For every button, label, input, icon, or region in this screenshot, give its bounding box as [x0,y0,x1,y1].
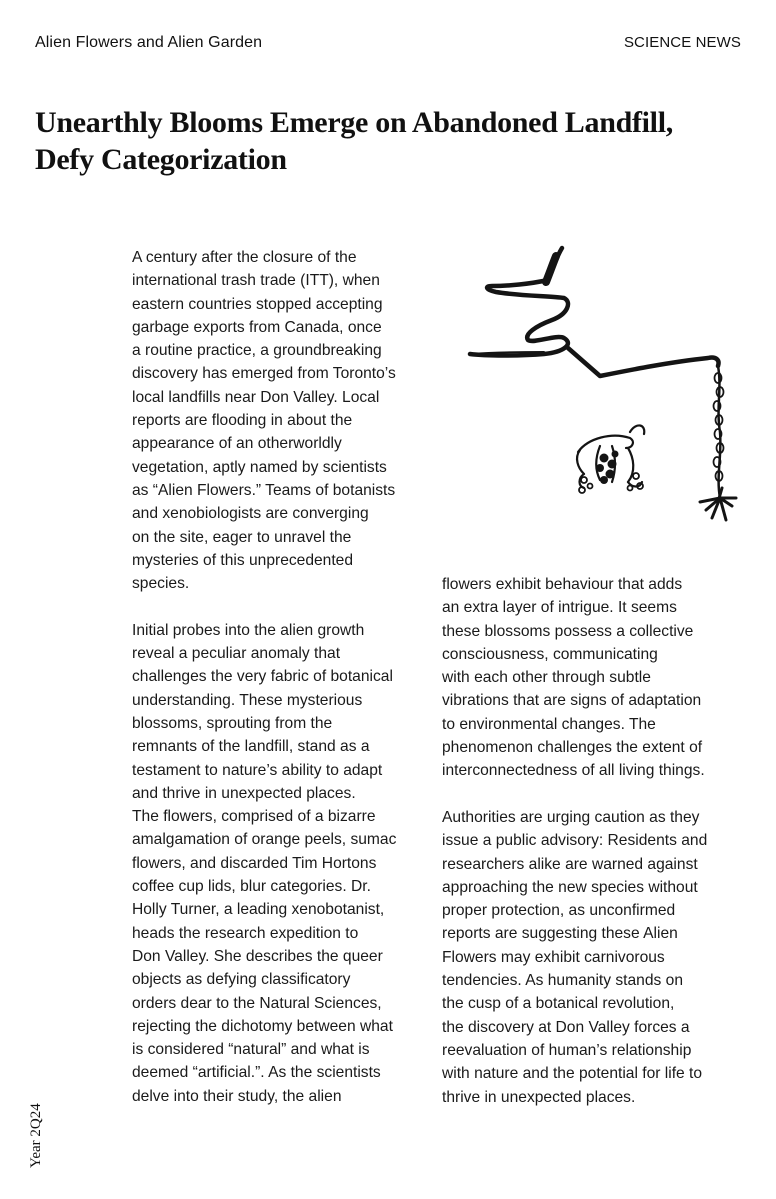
right-column [442,573,707,1109]
text-line: reports are suggesting these Alien [442,925,678,943]
title-line: Defy Categorization [35,143,287,176]
text-line: discovery has emerged from Toronto’s [132,365,396,383]
text-line: Holly Turner, a leading xenobotanist, [132,901,385,919]
title-line: Unearthly Blooms Emerge on Abandoned Landfill, [35,106,673,139]
text-line: amalgamation of orange peels, sumac [132,831,397,849]
text-line: appearance of an otherworldly [132,435,342,453]
text-line: deemed “artificial.”. As the scientists [132,1064,381,1082]
text-line: rejecting the dichotomy between what [132,1017,393,1035]
article-title [35,104,755,178]
issue-year-label: Year 2Q24 [28,1103,44,1168]
section-label: SCIENCE NEWS [623,34,741,51]
text-line: Authorities are urging caution as they [442,808,700,826]
text-line: the discovery at Don Valley forces a [442,1018,690,1036]
text-line: a routine practice, a groundbreaking [132,342,382,360]
text-line: orders dear to the Natural Sciences, [132,994,382,1012]
text-line: international trash trade (ITT), when [132,272,380,290]
text-line: remnants of the landfill, stand as a [132,738,370,756]
text-line: flowers, and discarded Tim Hortons [132,854,377,872]
paragraph [442,573,707,783]
text-line: the cusp of a botanical revolution, [442,995,675,1013]
text-line: species. [132,575,190,593]
text-line: proper protection, as unconfirmed [442,902,676,920]
text-line: tendencies. As humanity stands on [442,972,683,990]
text-line: researchers alike are warned against [442,855,698,873]
text-line: as “Alien Flowers.” Teams of botanists [132,481,396,499]
text-line: Flowers may exhibit carnivorous [442,948,665,966]
text-line: with each other through subtle [442,669,651,687]
text-line: understanding. These mysterious [132,691,363,709]
text-line: testament to nature’s ability to adapt [132,761,383,779]
text-line: local landfills near Don Valley. Local [132,388,380,406]
text-line: approaching the new species without [442,878,698,896]
text-line: these blossoms possess a collective [442,622,694,640]
text-line: eastern countries stopped accepting [132,295,383,313]
text-line: challenges the very fabric of botanical [132,668,393,686]
text-line: reveal a peculiar anomaly that [132,645,341,663]
left-column [132,246,396,1108]
paragraph [132,246,396,595]
text-line: with nature and the potential for life to [442,1065,703,1083]
running-header-title: Alien Flowers and Alien Garden [35,34,263,51]
text-line: objects as defying classificatory [132,971,351,989]
text-line: delve into their study, the alien [132,1087,342,1105]
text-line: and xenobiologists are converging [132,505,369,523]
text-line: phenomenon challenges the extent of [442,739,703,757]
text-line: Initial probes into the alien growth [132,621,365,639]
text-line: to environmental changes. The [442,715,656,733]
text-line: heads the research expedition to [132,924,359,942]
text-line: vibrations that are signs of adaptation [442,692,702,710]
text-line: vegetation, aptly named by scientists [132,458,387,476]
text-line: blossoms, sprouting from the [132,714,333,732]
text-line: on the site, eager to unravel the [132,528,352,546]
text-line: flowers exhibit behaviour that adds [442,576,683,593]
text-line: mysteries of this unprecedented [132,551,354,569]
text-line: garbage exports from Canada, once [132,318,382,336]
text-line: Don Valley. She describes the queer [132,947,383,965]
text-line: coffee cup lids, blur categories. Dr. [132,878,371,896]
ink-flower-drawing-icon [460,236,750,526]
text-line: is considered “natural” and what is [132,1041,370,1059]
paragraph [132,619,396,1108]
text-line: thrive in unexpected places. [442,1088,636,1106]
text-line: interconnectedness of all living things. [442,762,705,780]
text-line: A century after the closure of the [132,249,357,266]
text-line: reports are flooding in about the [132,412,353,430]
paragraph [442,806,707,1109]
text-line: an extra layer of intrigue. It seems [442,599,677,617]
text-line: and thrive in unexpected places. [132,784,356,802]
text-line: reevaluation of human’s relationship [442,1041,692,1059]
text-line: The flowers, comprised of a bizarre [132,808,376,826]
text-line: consciousness, communicating [442,645,658,663]
text-line: issue a public advisory: Residents and [442,832,708,850]
